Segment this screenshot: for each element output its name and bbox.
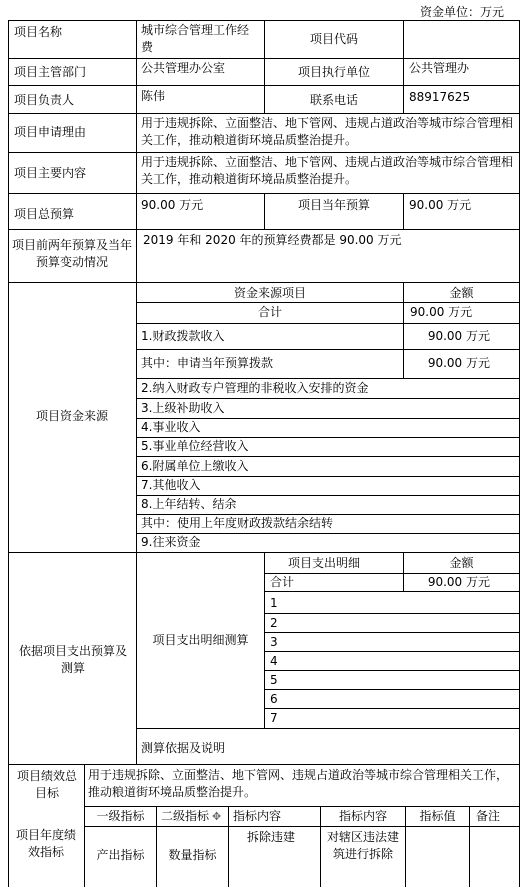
funding-row-item: 6.附属单位上缴收入 xyxy=(141,459,249,473)
funding-row-item: 7.其他收入 xyxy=(141,478,201,492)
funding-row-item: 合计 xyxy=(257,305,282,319)
year-budget-label: 项目当年预算 xyxy=(297,198,370,212)
col-note: 备注 xyxy=(475,809,500,823)
phone-value: 88917625 xyxy=(409,90,471,104)
project-name-value: 城市综合管理工作经费 xyxy=(141,23,250,54)
project-name-label: 项目名称 xyxy=(14,25,63,39)
exec-unit-value: 公共管理办 xyxy=(409,61,470,75)
funding-row-amount: 90.00 万元 xyxy=(410,305,473,319)
funding-row-item: 3.上级补助收入 xyxy=(141,401,225,415)
funding-row-item: 5.事业单位经营收入 xyxy=(141,439,249,453)
year-budget-value: 90.00 万元 xyxy=(409,198,472,212)
total-budget-value: 90.00 万元 xyxy=(141,198,204,212)
funding-row-amount: 90.00 万元 xyxy=(427,356,490,370)
project-code-label: 项目代码 xyxy=(309,32,358,46)
col-content2: 指标内容 xyxy=(338,809,387,823)
expense-row-item: 2 xyxy=(270,616,278,630)
funding-row-item: 其中：申请当年预算拨款 xyxy=(141,356,274,370)
col-value: 指标值 xyxy=(419,809,456,823)
content-value: 用于违规拆除、立面整洁、地下管网、违规占道政治等城市综合管理相关工作，推动粮道街环境品质整治提升。 xyxy=(141,155,514,186)
owner-value: 陈伟 xyxy=(141,89,166,103)
row-content2: 对辖区违法建筑进行拆除 xyxy=(327,830,400,861)
reason-label: 项目申请理由 xyxy=(14,125,87,139)
col-level2: 二级指标 xyxy=(161,809,210,823)
row-level1: 产出指标 xyxy=(96,848,145,862)
expense-section-label: 依据项目支出预算及测算 xyxy=(18,644,127,675)
move-icon[interactable]: ✥ xyxy=(212,810,222,823)
expense-col-item: 项目支出明细 xyxy=(287,556,360,570)
funding-col-item: 资金来源项目 xyxy=(233,286,306,300)
expense-row-amount: 90.00 万元 xyxy=(427,575,490,589)
expense-row-item: 4 xyxy=(270,654,278,668)
expense-row-item: 5 xyxy=(270,673,278,687)
expense-row-item: 1 xyxy=(270,596,278,610)
expense-row-item: 合计 xyxy=(270,575,295,589)
owner-label: 项目负责人 xyxy=(14,93,75,107)
total-budget-label: 项目总预算 xyxy=(14,207,75,221)
col-level1: 一级指标 xyxy=(96,809,145,823)
expense-detail-label: 项目支出明细测算 xyxy=(152,633,249,647)
exec-unit-label: 项目执行单位 xyxy=(297,65,370,79)
funding-row-item: 其中：使用上年度财政拨款结余结转 xyxy=(141,516,334,530)
goal-label: 项目绩效总目标 xyxy=(16,769,77,800)
expense-col-amount: 金额 xyxy=(449,556,474,570)
funding-row-amount: 90.00 万元 xyxy=(427,329,490,343)
funding-col-amount: 金额 xyxy=(449,286,474,300)
expense-row-item: 3 xyxy=(270,635,278,649)
funding-row-item: 2.纳入财政专户管理的非税收入安排的资金 xyxy=(141,381,369,395)
row-content1: 拆除违建 xyxy=(247,830,296,844)
funding-section-label: 项目资金来源 xyxy=(35,409,108,423)
row-level2: 数量指标 xyxy=(168,848,217,862)
dept-label: 项目主管部门 xyxy=(14,65,87,79)
unit-label: 资金单位：万元 xyxy=(419,5,504,19)
dept-value: 公共管理办公室 xyxy=(141,61,226,75)
basis-label: 测算依据及说明 xyxy=(141,741,226,755)
reason-value: 用于违规拆除、立面整洁、地下管网、违规占道政治等城市综合管理相关工作，推动粮道街环境品质整治提升。 xyxy=(141,116,514,147)
expense-row-item: 6 xyxy=(270,692,278,706)
funding-row-item: 8.上年结转、结余 xyxy=(141,497,237,511)
funding-row-item: 4.事业收入 xyxy=(141,420,201,434)
expense-row-item: 7 xyxy=(270,711,278,725)
budget-change-value: 2019 年和 2020 年的预算经费都是 90.00 万元 xyxy=(143,233,402,247)
funding-row-item: 1.财政拨款收入 xyxy=(141,329,225,343)
goal-value: 用于违规拆除、立面整洁、地下管网、违规占道政治等城市综合管理相关工作，推动粮道街环境品质整治提升。 xyxy=(88,768,509,799)
annual-indicator-label: 项目年度绩效指标 xyxy=(15,828,76,859)
budget-change-label: 项目前两年预算及当年预算变动情况 xyxy=(11,238,132,269)
content-label: 项目主要内容 xyxy=(14,166,87,180)
funding-row-item: 9.往来资金 xyxy=(141,535,201,549)
col-content1: 指标内容 xyxy=(233,809,282,823)
phone-label: 联系电话 xyxy=(309,93,358,107)
